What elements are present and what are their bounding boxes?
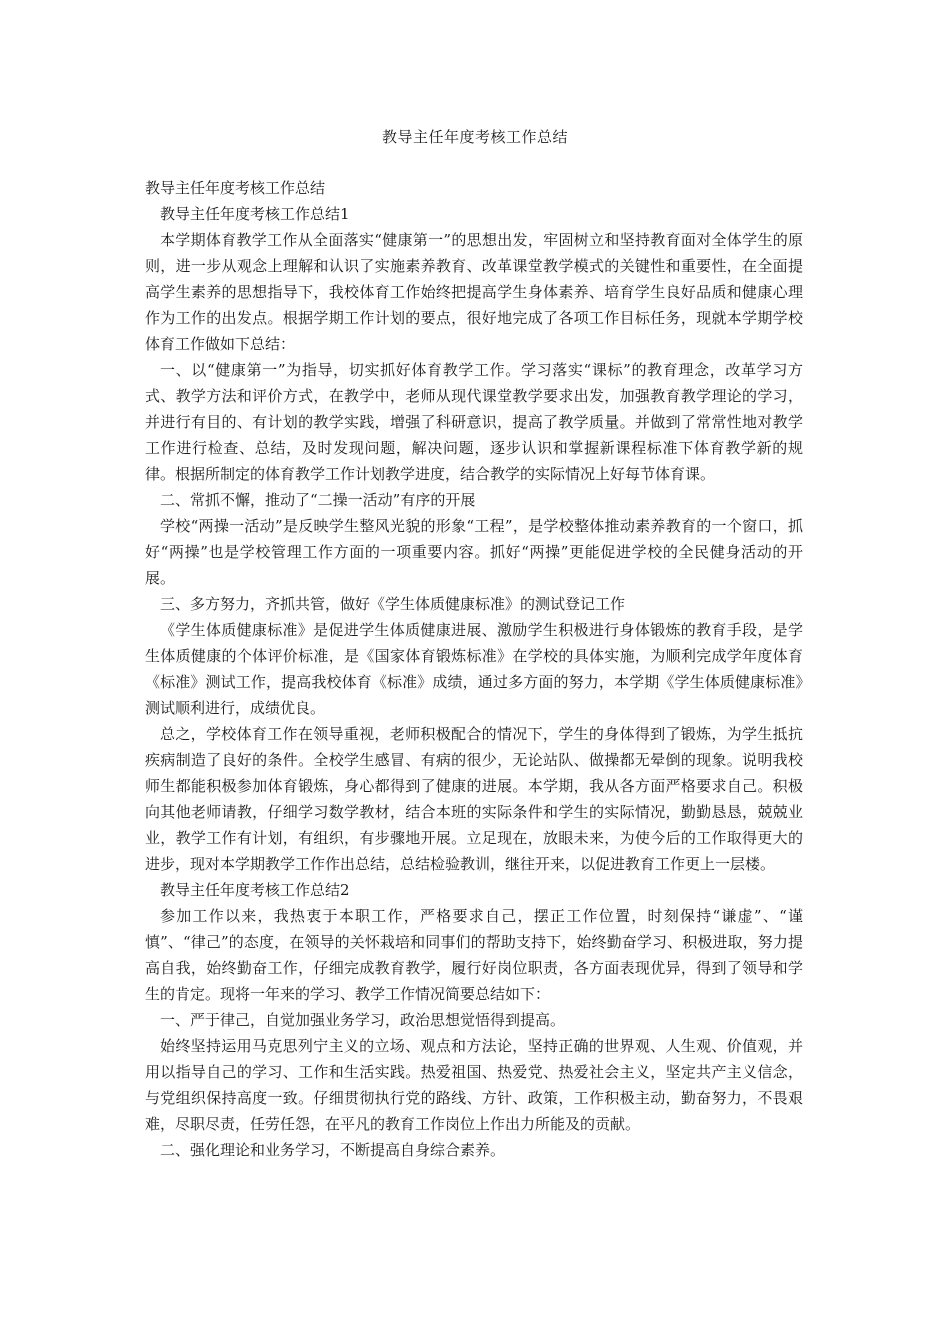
paragraph: 《学生体质健康标准》是促进学生体质健康进展、激励学生积极进行身体锻炼的教育手段，是学生体质健康的个体评价标准，是《国家体育锻炼标准》在学校的具体实施，为顺利完成学年度体育《标准》测试工作，提高我校体育《标准》成绩，通过多方面的努力，本学期《学生体质健康标准》测试顺利进行，成绩优良。 bbox=[145, 621, 803, 717]
paragraph-heading: 二、常抓不懈，推动了“二操一活动”有序的开展 bbox=[160, 491, 476, 509]
paragraph-heading: 二、强化理论和业务学习，不断提高自身综合素养。 bbox=[160, 1141, 506, 1159]
paragraph-heading: 三、多方努力，齐抓共管，做好《学生体质健康标准》的测试登记工作 bbox=[160, 595, 626, 613]
paragraph: 本学期体育教学工作从全面落实“健康第一”的思想出发，牢固树立和坚持教育面对全体学生的原则，进一步从观念上理解和认识了实施素养教育、改革课堂教学模式的关键性和重要性，在全面提高学生素养的思想指导下，我校体育工作始终把提高学生身体素养、培育学生良好品质和健康心理作为工作的出发点。根据学期工作计划的要点，很好地完成了各项工作目标任务，现就本学期学校体育工作做如下总结： bbox=[145, 231, 803, 353]
document-title: 教导主任年度考核工作总结 bbox=[381, 128, 568, 146]
section-heading: 教导主任年度考核工作总结1 bbox=[160, 205, 350, 223]
paragraph: 始终坚持运用马克思列宁主义的立场、观点和方法论，坚持正确的世界观、人生观、价值观，并用以指导自己的学习、工作和生活实践。热爱祖国、热爱党、热爱社会主义，坚定共产主义信念，与党组织保持高度一致。仔细贯彻执行党的路线、方针、政策，工作积极主动，勤奋努力，不畏艰难，尽职尽责，任劳任怨，在平凡的教育工作岗位上作出力所能及的贡献。 bbox=[145, 1037, 803, 1133]
paragraph-heading: 一、严于律己，自觉加强业务学习，政治思想觉悟得到提高。 bbox=[160, 1011, 566, 1029]
document-subtitle: 教导主任年度考核工作总结 bbox=[145, 179, 326, 197]
document-body bbox=[145, 175, 803, 1163]
paragraph: 参加工作以来，我热衷于本职工作，严格要求自己，摆正工作位置，时刻保持“谦虚”、“谨慎”、“律己”的态度，在领导的关怀栽培和同事们的帮助支持下，始终勤奋学习、积极进取，努力提高自我，始终勤奋工作，仔细完成教育教学，履行好岗位职责，各方面表现优异，得到了领导和学生的肯定。现将一年来的学习、教学工作情况简要总结如下： bbox=[145, 907, 803, 1003]
paragraph: 学校“两操一活动”是反映学生整风光貌的形象“工程”，是学校整体推动素养教育的一个窗口，抓好“两操”也是学校管理工作方面的一项重要内容。抓好“两操”更能促进学校的全民健身活动的开展。 bbox=[145, 517, 803, 587]
paragraph: 总之，学校体育工作在领导重视，老师积极配合的情况下，学生的身体得到了锻炼，为学生抵抗疾病制造了良好的条件。全校学生感冒、有病的很少，无论站队、做操都无晕倒的现象。说明我校师生都能积极参加体育锻炼，身心都得到了健康的进展。本学期，我从各方面严格要求自己。积极向其他老师请教，仔细学习数学教材，结合本班的实际条件和学生的实际情况，勤勤恳恳，兢兢业业，教学工作有计划，有组织，有步骤地开展。立足现在，放眼未来，为使今后的工作取得更大的进步，现对本学期教学工作作出总结，总结检验教训，继往开来，以促进教育工作更上一层楼。 bbox=[145, 725, 803, 873]
section-heading: 教导主任年度考核工作总结2 bbox=[160, 881, 350, 899]
paragraph: 一、以“健康第一”为指导，切实抓好体育教学工作。学习落实“课标”的教育理念，改革学习方式、教学方法和评价方式，在教学中，老师从现代课堂教学要求出发，加强教育教学理论的学习，并进行有目的、有计划的教学实践，增强了科研意识，提高了教学质量。并做到了常常性地对教学工作进行检查、总结，及时发现问题，解决问题，逐步认识和掌握新课程标准下体育教学新的规律。根据所制定的体育教学工作计划教学进度，结合教学的实际情况上好每节体育课。 bbox=[145, 361, 803, 483]
